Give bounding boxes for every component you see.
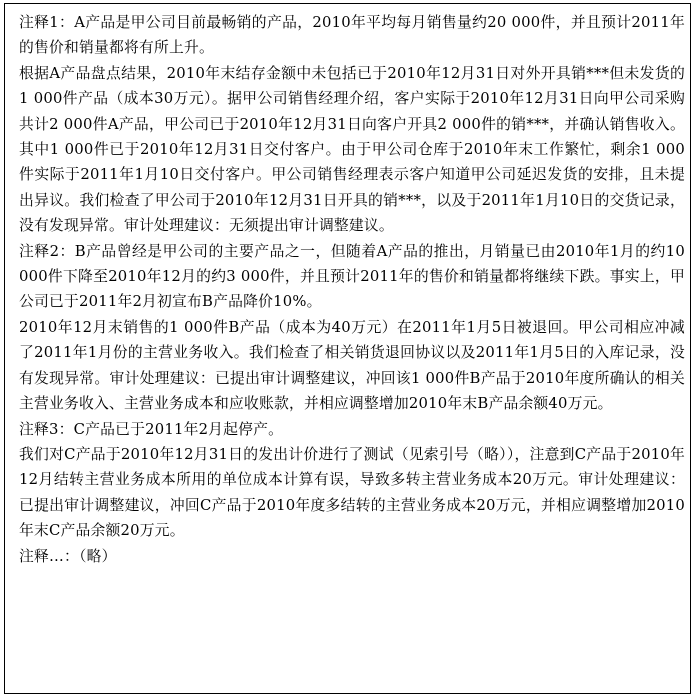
note-2-heading-paragraph: 注释2：B产品曾经是甲公司的主要产品之一，但随着A产品的推出，月销量已由2010年1月的约10 000件下降至2010年12月的约3 000件，并且预计2011年的售价和销量都将继续下跌。事实上，甲公司已于2011年2月初宣布B产品降价10%。 [19,242,685,311]
note-3-heading-paragraph: 注释3：C产品已于2011年2月起停产。 [19,420,284,438]
note-more-paragraph: 注释…：（略） [19,547,117,565]
document-frame [4,3,691,694]
document-body [19,10,685,569]
note-1-detail-paragraph: 根据A产品盘点结果，2010年末结存金额中未包括已于2010年12月31日对外开具销***但未发货的1 000件产品（成本30万元）。据甲公司销售经理介绍，客户实际于2010年12月31日向甲公司采购共计2 000件A产品，甲公司已于2010年12月31日向客户开具2 000件的销***，并确认销售收入。其中1 000件已于2010年12月31日交付客户。由于甲公司仓库于2010年末工作繁忙，剩余1 000件实际于2011年1月10日交付客户。甲公司销售经理表示客户知道甲公司延迟发货的安排，且未提出异议。我们检查了甲公司于2010年12月31日开具的销***，以及于2011年1月10日的交货记录，没有发现异常。审计处理建议：无须提出审计调整建议。 [19,64,685,235]
note-3-detail-paragraph: 我们对C产品于2010年12月31日的发出计价进行了测试（见索引号（略）），注意到C产品于2010年12月结转主营业务成本所用的单位成本计算有误，导致多转主营业务成本20万元。审计处理建议：已提出审计调整建议，冲回C产品于2010年度多结转的主营业务成本20万元，并相应调整增加2010年末C产品余额20万元。 [19,445,685,540]
note-1-heading-paragraph: 注释1：A产品是甲公司目前最畅销的产品，2010年平均每月销售量约20 000件，并且预计2011年的售价和销量都将有所上升。 [19,14,685,57]
note-2-detail-paragraph: 2010年12月末销售的1 000件B产品（成本为40万元）在2011年1月5日被退回。甲公司相应冲减了2011年1月份的主营业务收入。我们检查了相关销货退回协议以及2011年1月5日的入库记录，没有发现异常。审计处理建议：已提出审计调整建议，冲回该1 000件B产品于2010年度所确认的相关主营业务收入、主营业务成本和应收账款，并相应调整增加2010年末B产品余额40万元。 [19,318,685,413]
